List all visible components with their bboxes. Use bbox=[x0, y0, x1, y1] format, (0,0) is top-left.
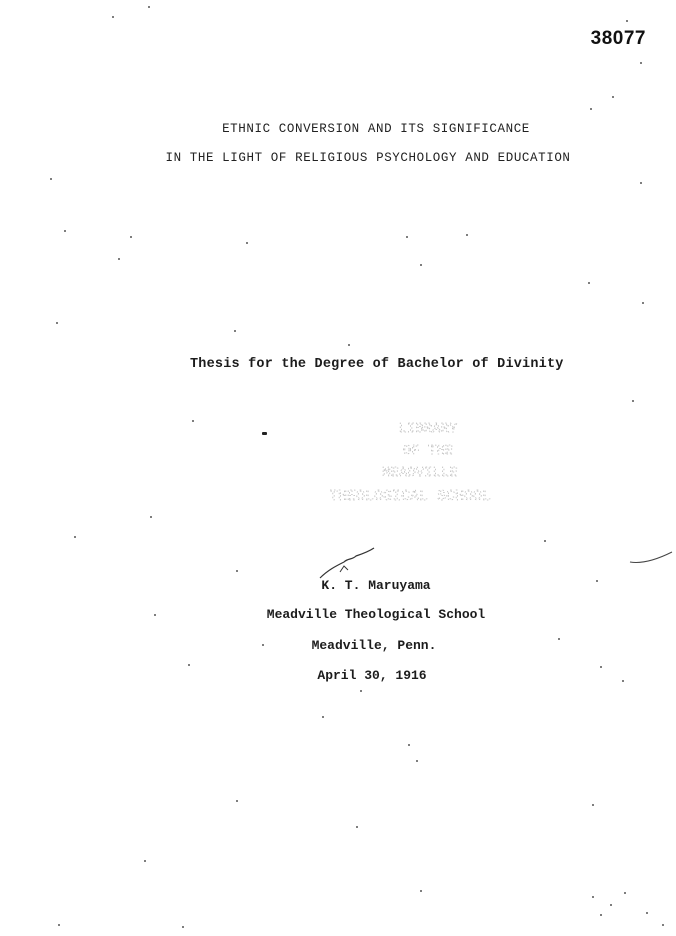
scan-speck bbox=[112, 16, 114, 18]
scan-speck bbox=[600, 666, 602, 668]
scan-speck bbox=[74, 536, 76, 538]
location: Meadville, Penn. bbox=[311, 638, 437, 653]
stamp-line-4: THEOLOGICAL SCHOOL bbox=[328, 488, 492, 505]
scan-speck bbox=[236, 570, 238, 572]
scan-speck bbox=[646, 912, 648, 914]
stamp-line-1: LIBRARY bbox=[398, 421, 458, 437]
scan-speck bbox=[632, 400, 634, 402]
title-line-2: IN THE LIGHT OF RELIGIOUS PSYCHOLOGY AND EDUCATION bbox=[165, 151, 571, 165]
scan-speck bbox=[640, 182, 642, 184]
scan-speck bbox=[592, 804, 594, 806]
scan-speck bbox=[56, 322, 58, 324]
scan-speck bbox=[612, 96, 614, 98]
scan-speck bbox=[420, 890, 422, 892]
scan-speck bbox=[640, 62, 642, 64]
scan-speck bbox=[64, 230, 66, 232]
margin-mark bbox=[628, 548, 676, 568]
scan-speck bbox=[408, 744, 410, 746]
scan-speck bbox=[182, 926, 184, 928]
scan-speck bbox=[188, 664, 190, 666]
stamp-line-2: OF THE bbox=[402, 443, 454, 459]
scan-speck bbox=[192, 420, 194, 422]
submission-date: April 30, 1916 bbox=[317, 668, 427, 683]
scan-speck bbox=[610, 904, 612, 906]
scan-speck bbox=[600, 914, 602, 916]
thesis-statement: Thesis for the Degree of Bachelor of Divinity bbox=[190, 357, 564, 372]
scan-speck bbox=[416, 760, 418, 762]
scan-speck bbox=[596, 580, 598, 582]
scan-speck bbox=[322, 716, 324, 718]
scan-speck bbox=[348, 344, 350, 346]
scan-speck bbox=[588, 282, 590, 284]
scan-speck bbox=[234, 330, 236, 332]
scan-speck bbox=[262, 432, 267, 435]
scan-speck bbox=[558, 638, 560, 640]
scan-speck bbox=[50, 178, 52, 180]
scan-speck bbox=[590, 108, 592, 110]
handwritten-mark bbox=[318, 542, 388, 582]
scan-speck bbox=[356, 826, 358, 828]
scan-speck bbox=[148, 6, 150, 8]
scan-speck bbox=[262, 644, 264, 646]
scan-speck bbox=[246, 242, 248, 244]
author-name: K. T. Maruyama bbox=[321, 578, 431, 593]
scan-speck bbox=[118, 258, 120, 260]
scan-speck bbox=[466, 234, 468, 236]
scan-speck bbox=[626, 20, 628, 22]
scan-speck bbox=[154, 614, 156, 616]
scan-speck bbox=[624, 892, 626, 894]
scan-speck bbox=[642, 302, 644, 304]
scan-speck bbox=[150, 516, 152, 518]
scan-speck bbox=[144, 860, 146, 862]
scan-speck bbox=[622, 680, 624, 682]
accession-number: 38077 bbox=[590, 28, 646, 49]
library-stamp bbox=[270, 410, 570, 520]
scan-speck bbox=[236, 800, 238, 802]
institution-name: Meadville Theological School bbox=[266, 607, 486, 622]
scan-speck bbox=[360, 690, 362, 692]
scan-speck bbox=[58, 924, 60, 926]
scan-speck bbox=[130, 236, 132, 238]
scan-speck bbox=[592, 896, 594, 898]
scan-speck bbox=[662, 924, 664, 926]
scan-speck bbox=[406, 236, 408, 238]
stamp-line-3: MEADVILLE bbox=[382, 465, 458, 481]
scan-speck bbox=[420, 264, 422, 266]
title-line-1: ETHNIC CONVERSION AND ITS SIGNIFICANCE bbox=[222, 122, 530, 136]
scan-speck bbox=[544, 540, 546, 542]
